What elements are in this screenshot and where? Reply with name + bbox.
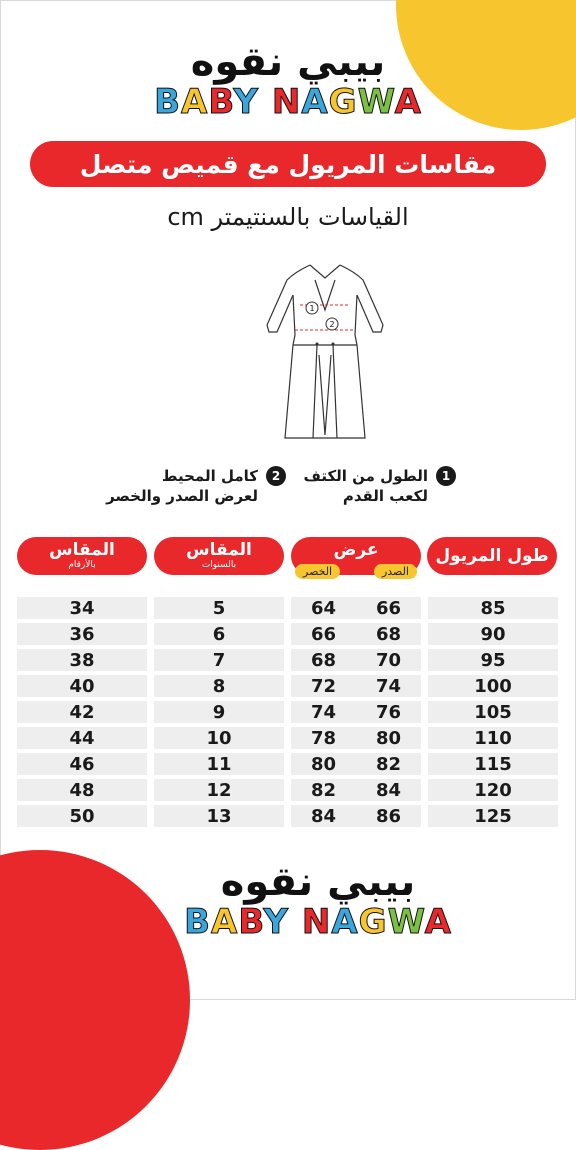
logo-english	[0, 84, 576, 120]
cell-chest: 74	[375, 675, 402, 697]
logo-letter: A	[424, 902, 452, 942]
logo-letter: W	[387, 902, 425, 942]
cell-waist: 78	[310, 727, 337, 749]
cell-size-years: 5	[154, 597, 284, 619]
table-row	[17, 675, 558, 697]
logo-letter: B	[238, 902, 264, 942]
svg-text:2: 2	[329, 320, 335, 329]
brand-logo-top	[0, 40, 576, 120]
logo-letter: Y	[233, 82, 260, 122]
cell-size-num: 34	[17, 597, 147, 619]
cell-width	[291, 649, 421, 671]
cell-size-years: 10	[154, 727, 284, 749]
cell-length: 105	[428, 701, 558, 723]
cell-size-num: 38	[17, 649, 147, 671]
table-row	[17, 597, 558, 619]
logo-letter: A	[181, 82, 209, 122]
cell-waist: 68	[310, 649, 337, 671]
legend-1-line2: لكعب القدم	[342, 487, 428, 505]
logo-letter: A	[394, 82, 422, 122]
logo-letter: A	[211, 902, 239, 942]
cell-width	[291, 597, 421, 619]
table-row	[17, 701, 558, 723]
legend-item-1	[303, 466, 456, 506]
cell-size-years: 12	[154, 779, 284, 801]
cell-chest: 68	[375, 623, 402, 645]
table-row	[17, 727, 558, 749]
header-size-years-sub: بالسنوات	[201, 560, 237, 570]
cell-size-num: 50	[17, 805, 147, 827]
cell-chest: 86	[375, 805, 402, 827]
cell-waist: 80	[310, 753, 337, 775]
cell-length: 85	[428, 597, 558, 619]
cell-waist: 84	[310, 805, 337, 827]
cell-size-years: 11	[154, 753, 284, 775]
table-row	[17, 805, 558, 827]
cell-waist: 72	[310, 675, 337, 697]
cell-length: 100	[428, 675, 558, 697]
header-size-num-label: المقاس	[49, 540, 115, 560]
units-subtitle: القياسات بالسنتيمتر cm	[167, 203, 409, 231]
legend-item-2	[106, 466, 286, 506]
cell-width	[291, 753, 421, 775]
width-sublabels	[295, 564, 417, 579]
cell-width	[291, 805, 421, 827]
logo-letter: Y	[263, 902, 290, 942]
size-table	[17, 597, 558, 831]
cell-chest: 82	[375, 753, 402, 775]
brand-logo-bottom	[118, 860, 518, 940]
dress-diagram-icon	[255, 260, 395, 450]
cell-length: 125	[428, 805, 558, 827]
cell-size-num: 46	[17, 753, 147, 775]
cell-size-num: 42	[17, 701, 147, 723]
legend-2-line2: لعرض الصدر والخصر	[106, 487, 258, 505]
cell-size-years: 8	[154, 675, 284, 697]
legend-2-line1: كامل المحيط	[161, 467, 258, 485]
logo-letter: G	[358, 902, 388, 942]
cell-chest: 66	[375, 597, 402, 619]
logo-letter: G	[328, 82, 358, 122]
logo-arabic: بيبي نقوه	[190, 39, 386, 85]
cell-width	[291, 779, 421, 801]
cell-waist: 66	[310, 623, 337, 645]
logo-letter	[259, 82, 272, 122]
header-length	[427, 537, 557, 575]
cell-size-years: 13	[154, 805, 284, 827]
cell-chest: 80	[375, 727, 402, 749]
cell-chest: 76	[375, 701, 402, 723]
cell-chest: 84	[375, 779, 402, 801]
cell-width	[291, 675, 421, 697]
cell-width	[291, 623, 421, 645]
cell-length: 115	[428, 753, 558, 775]
legend-1-line1: الطول من الكتف	[303, 467, 428, 485]
cell-chest: 70	[375, 649, 402, 671]
table-row	[17, 753, 558, 775]
logo-letter: W	[357, 82, 395, 122]
logo-letter: N	[271, 82, 302, 122]
logo-letter: N	[301, 902, 332, 942]
table-row	[17, 623, 558, 645]
page-title: مقاسات المريول مع قميص متصل	[30, 141, 546, 187]
cell-size-years: 9	[154, 701, 284, 723]
cell-length: 110	[428, 727, 558, 749]
cell-waist: 82	[310, 779, 337, 801]
table-row	[17, 649, 558, 671]
svg-text:1: 1	[309, 304, 315, 313]
cell-length: 90	[428, 623, 558, 645]
header-size-num	[17, 537, 147, 575]
logo-letter: A	[301, 82, 329, 122]
legend-number-2: 2	[266, 466, 286, 486]
logo-letter: B	[184, 902, 212, 942]
logo-letter: B	[208, 82, 234, 122]
header-waist: الخصر	[295, 564, 340, 579]
cell-length: 95	[428, 649, 558, 671]
logo-letter	[289, 902, 302, 942]
cell-size-years: 7	[154, 649, 284, 671]
cell-length: 120	[428, 779, 558, 801]
logo-english-bottom	[118, 904, 518, 940]
table-row	[17, 779, 558, 801]
cell-width	[291, 727, 421, 749]
cell-size-num: 40	[17, 675, 147, 697]
cell-size-num: 36	[17, 623, 147, 645]
header-length-label: طول المريول	[435, 546, 549, 566]
cell-size-num: 48	[17, 779, 147, 801]
cell-width	[291, 701, 421, 723]
logo-arabic-bottom: بيبي نقوه	[220, 859, 416, 905]
header-size-years-label: المقاس	[186, 540, 252, 560]
legend-number-1: 1	[436, 466, 456, 486]
header-size-years	[154, 537, 284, 575]
header-chest: الصدر	[374, 564, 417, 579]
cell-waist: 64	[310, 597, 337, 619]
cell-size-years: 6	[154, 623, 284, 645]
logo-letter: A	[331, 902, 359, 942]
cell-waist: 74	[310, 701, 337, 723]
header-width-label: عرض	[333, 540, 379, 560]
cell-size-num: 44	[17, 727, 147, 749]
header-size-num-sub: بالأرقام	[68, 560, 96, 570]
logo-letter: B	[154, 82, 182, 122]
